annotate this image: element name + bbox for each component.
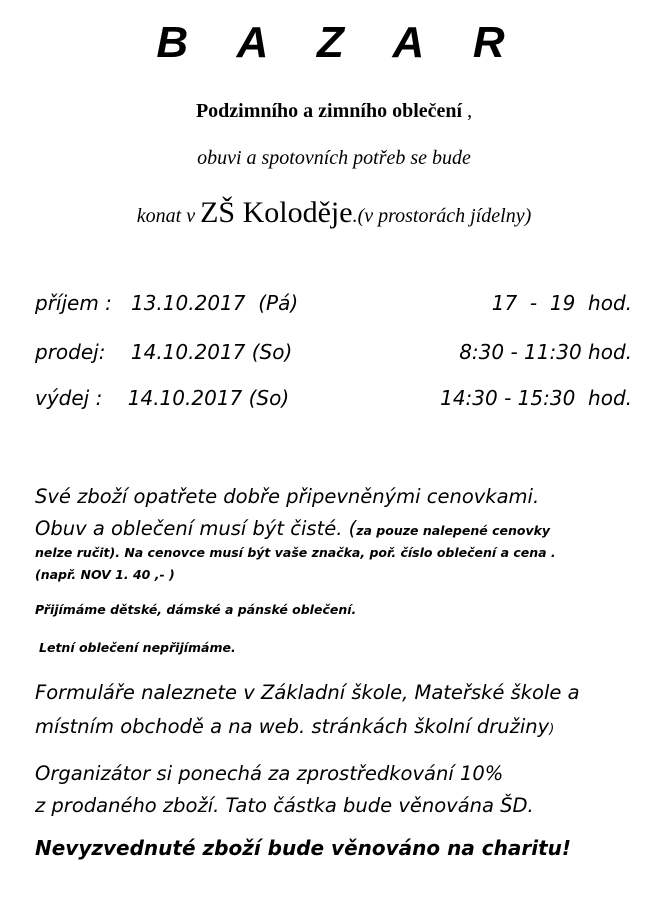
intro-line-1-suffix: ,	[462, 100, 473, 122]
summer-clothes-note: Letní oblečení nepřijímáme.	[39, 640, 236, 655]
forms-info	[35, 676, 580, 747]
fee-line: z prodaného zboží. Tato částka bude věnována ŠD.	[35, 794, 534, 817]
poster-title: B A Z A R	[156, 18, 524, 67]
forms-line: Formuláře naleznete v Základní škole, Mateřské škole a	[35, 681, 580, 704]
detail-line: (např. NOV 1. 40 ,- )	[35, 567, 175, 582]
instruction-line: Své zboží opatřete dobře připevněnými cenovkami.	[35, 485, 540, 508]
detail-line: nelze ručit). Na cenovce musí být vaše značka, poř. číslo oblečení a cena .	[35, 545, 556, 560]
fee-line: Organizátor si ponechá za zprostředkování 10%	[35, 762, 504, 785]
schedule-label: příjem : 13.10.2017 (Pá)	[35, 291, 299, 315]
forms-text: místním obchodě a na web. stránkách školní družiny	[35, 715, 550, 738]
organizer-fee-info	[35, 758, 534, 822]
schedule-row-pickup	[0, 386, 668, 414]
price-tag-details	[35, 542, 556, 586]
forms-paren: )	[549, 722, 555, 737]
intro-line-3-post: .(v prostorách jídelny)	[352, 205, 532, 227]
instruction-small-text: za pouze nalepené cenovky	[356, 523, 551, 538]
intro-line-1-text: Podzimního a zimního oblečení	[195, 100, 463, 122]
schedule-row-sale	[0, 340, 668, 368]
accepted-items-note: Přijímáme dětské, dámské a pánské oblečení.	[35, 602, 357, 617]
schedule-label: výdej : 14.10.2017 (So)	[35, 386, 290, 410]
intro-line-3	[0, 196, 668, 230]
venue-name: ZŠ Koloděje	[200, 196, 353, 229]
intro-line-1	[0, 100, 668, 123]
charity-note: Nevyzvednuté zboží bude věnováno na charitu!	[35, 836, 572, 860]
schedule-label: prodej: 14.10.2017 (So)	[35, 340, 293, 364]
price-tag-instructions	[35, 481, 550, 547]
intro-line-2: obuvi a spotovních potřeb se bude	[197, 147, 471, 169]
schedule-row-intake	[0, 291, 668, 319]
schedule-time: 17 - 19 hod.	[491, 291, 632, 315]
forms-line	[35, 710, 580, 747]
intro-line-3-pre: konat v	[136, 205, 201, 227]
instruction-text: Obuv a oblečení musí být čisté. (	[35, 517, 357, 540]
schedule-time: 8:30 - 11:30 hod.	[459, 340, 632, 364]
schedule-time: 14:30 - 15:30 hod.	[440, 386, 632, 410]
